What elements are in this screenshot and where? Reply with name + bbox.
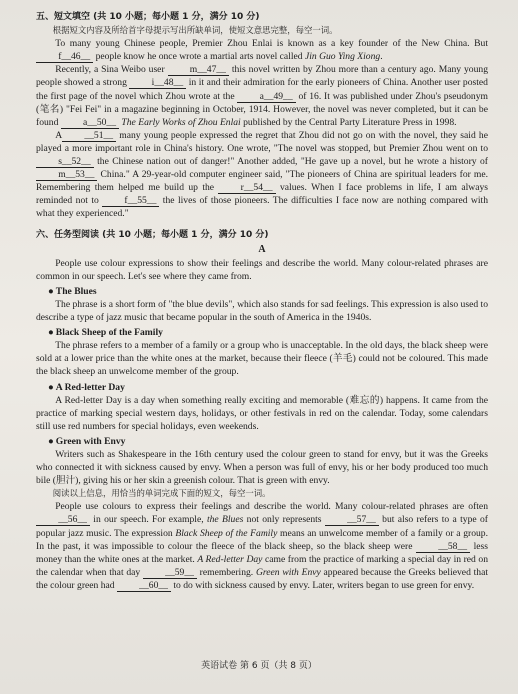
blank-60[interactable]: __60__ <box>117 580 171 592</box>
blank-54[interactable]: r__54__ <box>218 182 275 194</box>
section-5-instruction: 根据短文内容及所给首字母提示写出所缺单词，使短文意思完整，每空一词。 <box>52 25 338 36</box>
blank-55[interactable]: f__55__ <box>102 195 159 207</box>
heading-green-with-envy: ● Green with Envy <box>48 435 126 447</box>
page-footer: 英语试卷 第 6 页（共 8 页） <box>201 661 317 671</box>
blank-47[interactable]: m__47__ <box>168 64 229 76</box>
sec5-paragraph-1: To many young Chinese people, Premier Zhou Enlai is known as a key founder of the New China. But f__46__ people know he once wrote a martial arts novel called Jin Guo Ying Xiong. <box>36 37 488 63</box>
sec5-paragraph-3: A __51__ many young people expressed the regret that Zhou did not go on with the novel, they said he played a more important role in China's history. One wrote, "The novel was stopped, but Premier Zhou went on to s__52__ the Chinese nation out of danger!" Another added, "He gave up a novel, but he wrote a history of m__53__ China." A 29-year-old computer engineer said, "The pioneers of China are spiritual leaders for me. Remembering them helped me build up the r__54__ values. When I face problems in life, I am always reminded not to f__55__ the lives of those pioneers. The difficulties I face now are nothing compared with what they experienced." <box>36 129 488 220</box>
blank-53[interactable]: m__53__ <box>36 169 97 181</box>
blank-49[interactable]: a__49__ <box>237 91 295 103</box>
novel-title: Jin Guo Ying Xiong <box>304 51 381 63</box>
works-title: The Early Works of Zhou Enlai <box>121 116 241 128</box>
text-the-blues: The phrase is a short form of "the blue devils", which also stands for sad feelings. This expression is also used to describe a type of jazz music that became popular in the south of America in the 1940s. <box>36 298 488 324</box>
page-content <box>36 10 488 592</box>
sec6-intro: People use colour expressions to show their feelings and describe the world. Many colour-related phrases are common in our speech. Let's see where they came from. <box>36 257 488 282</box>
blank-46[interactable]: f__46__ <box>36 51 93 63</box>
blank-58[interactable]: __58__ <box>416 541 470 553</box>
text-green-with-envy: Writers such as Shakespeare in the 16th century used the colour green to stand for envy, but it was the Greeks who connected it with sickness caused by envy. When a person was full of envy, his or her body produced too much bile (胆汁), giving his or her skin a greenish colour. That is green with envy. <box>36 449 488 487</box>
bullet-icon: ● <box>48 285 54 297</box>
section-5-title: 五、短文填空 (共 10 小题；每小题 1 分，满分 10 分) <box>36 12 260 22</box>
section-6-title: 六、任务型阅读 (共 10 小题；每小题 1 分，满分 10 分) <box>36 229 269 240</box>
blank-56[interactable]: __56__ <box>36 514 90 526</box>
blank-57[interactable]: __57__ <box>325 514 379 526</box>
bullet-icon: ● <box>48 381 54 393</box>
blank-48[interactable]: i__48__ <box>129 77 186 89</box>
blank-52[interactable]: s__52__ <box>36 156 94 168</box>
heading-the-blues: ● The Blues <box>48 285 97 297</box>
text-black-sheep: The phrase refers to a member of a family or a group who is unacceptable. In the old days, the black sheep were sold at a lower price than the white ones at the market, because their fleece (羊毛) could not be coloured. This made the black sheep an unwelcome member of the group. <box>36 340 488 378</box>
bullet-icon: ● <box>48 435 54 447</box>
passage-label-a: A <box>258 243 266 255</box>
bullet-icon: ● <box>48 327 54 339</box>
blank-51[interactable]: __51__ <box>62 130 116 142</box>
heading-red-letter-day: ● A Red-letter Day <box>48 381 125 393</box>
sec5-paragraph-2: Recently, a Sina Weibo user m__47__ this novel written by Zhou more than a century ago. Many young people showed a strong i__48__ in it and their admiration for the early pioneers of China. Another user posted the first page of the novel which Zhou wrote at the a__49__ of 16. It was published under Zhou's pseudonym (笔名) "Fei Fei" in a magazine beginning in October, 1914. However, the novel was never completed, but it can be found a__50__ The Early Works of Zhou Enlai published by the Central Party Literature Press in 1998. <box>36 64 488 128</box>
blank-50[interactable]: a__50__ <box>61 117 119 129</box>
heading-black-sheep: ● Black Sheep of the Family <box>48 327 163 339</box>
section-6-instruction: 阅读以上信息，用恰当的单词完成下面的短文，每空一词。 <box>52 488 271 499</box>
text-red-letter-day: A Red-letter Day is a day when something really exciting and memorable (难忘的) happens. It came from the practice of marking special western days, holidays, or other festivals in red on the calendar. Today, some calendars still use red numbers for special holidays, even weekends. <box>36 394 488 432</box>
sec6-summary: People use colours to express their feelings and describe the world. Many colour-related phrases are often __56__ in our speech. For example, the Blues not only represents __57__ but also refers to a type of popular jazz music. The expression Black Sheep of the Family means an unwelcome member of a family or a group. In the past, it was impossible to colour the fleece of the black sheep, so the black sheep were __58__ less money than the white ones at the market. A Red-letter Day came from the practice of marking a special day in red on the calendar when that day __59__ remembering. Green with Envy appeared because the Greeks believed that the colour green had __60__ to do with sickness caused by envy. Later, writers began to use green for envy. <box>36 501 488 591</box>
blank-59[interactable]: __59__ <box>143 567 197 579</box>
